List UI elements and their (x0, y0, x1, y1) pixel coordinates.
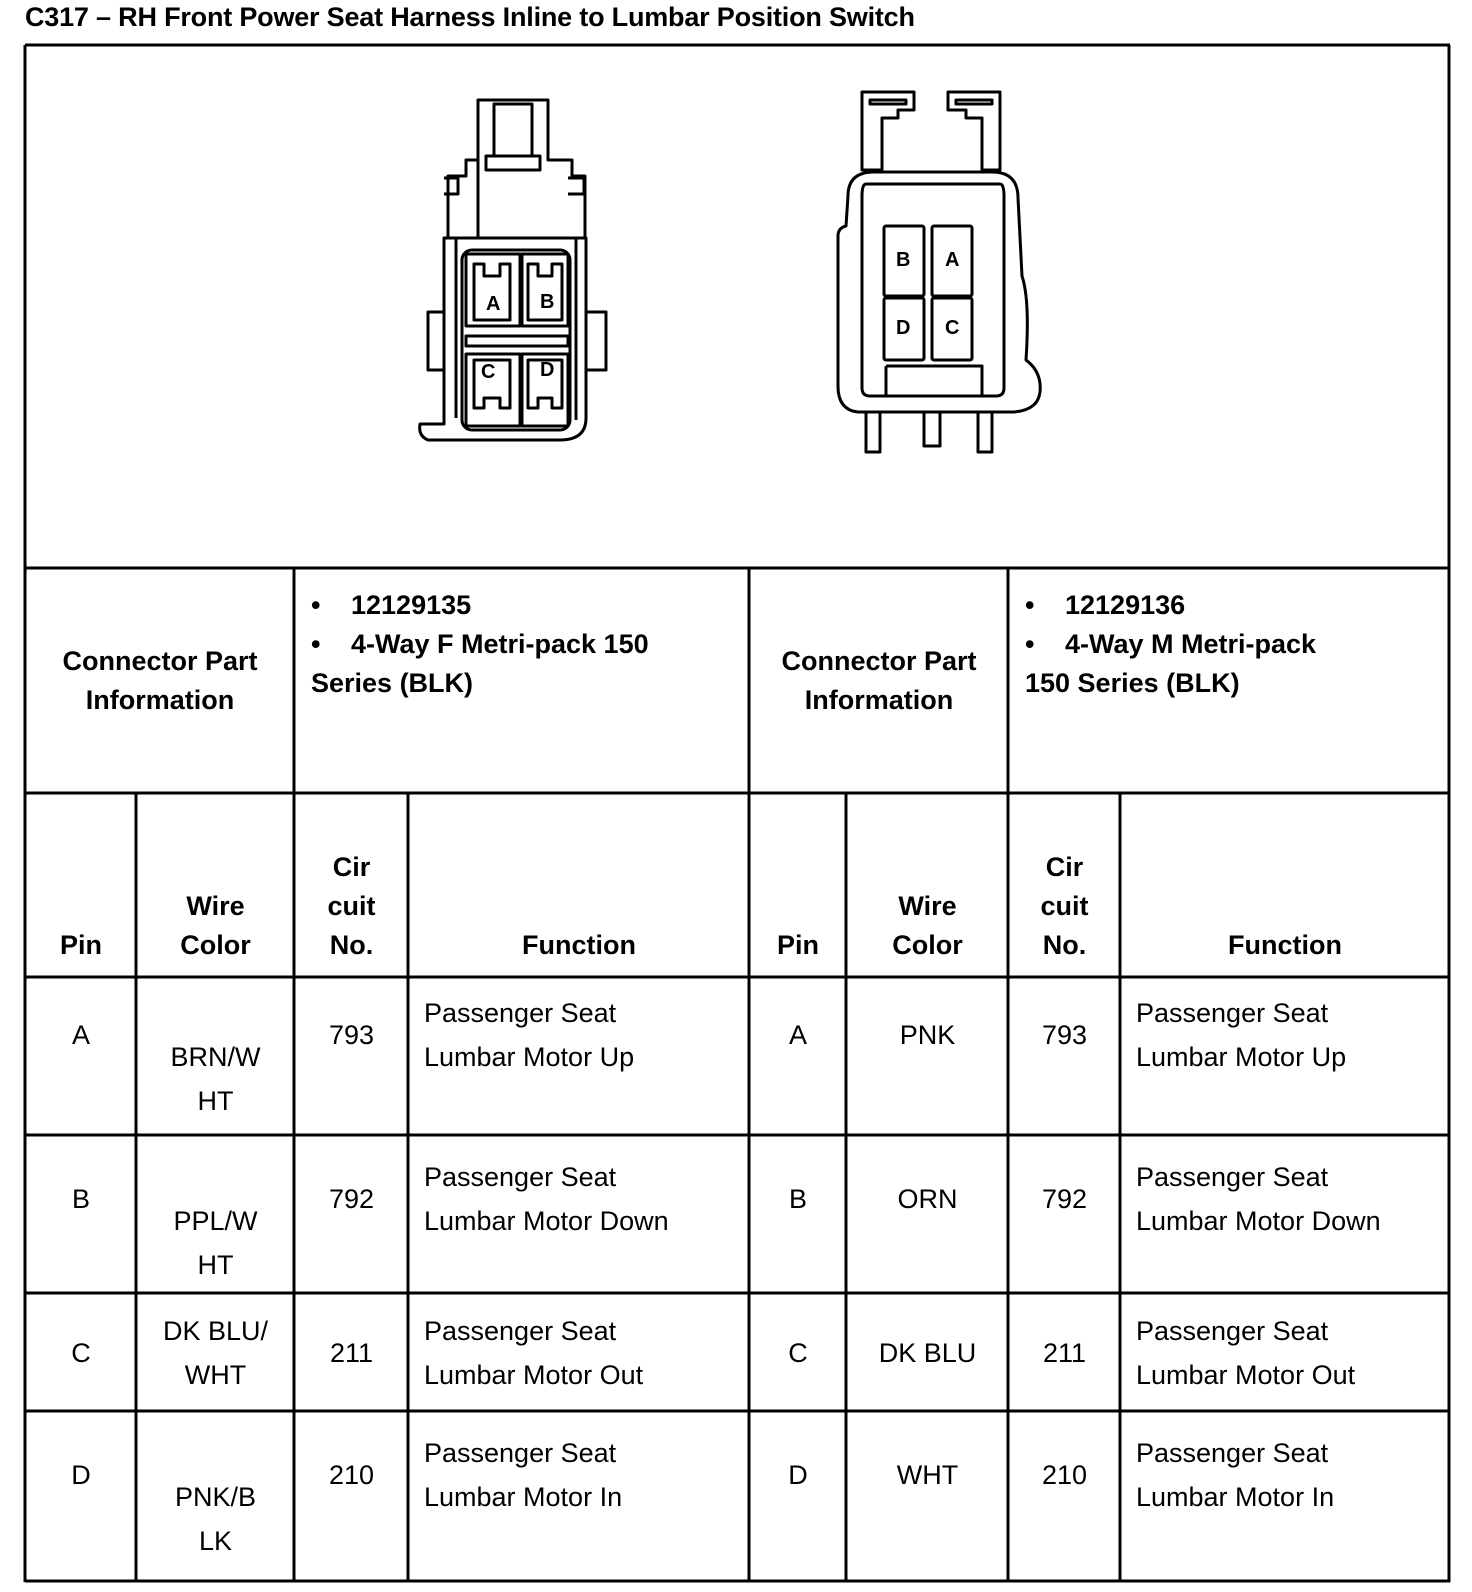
connector-diagram (0, 0, 1472, 570)
part-description: • 4-Way M Metri-pack (1025, 629, 1317, 659)
male-cavity-labels (896, 249, 959, 339)
cavity-label-a: A (486, 293, 501, 315)
table-cell-wire-color: PNK (899, 1019, 956, 1050)
table-cell-pin: B (788, 1183, 807, 1214)
table-cell-wire-color: ORN (897, 1183, 958, 1214)
table-cell-function: Passenger Seat Lumbar Motor Up (424, 997, 635, 1072)
column-header-circuit-no: Cir cuit No. (1040, 852, 1089, 960)
column-header-function: Function (1228, 930, 1342, 960)
table-cell-pin: D (788, 1459, 808, 1490)
table-cell-pin: A (71, 1019, 90, 1050)
cavity-label-c: C (481, 361, 496, 383)
table-cell-circuit: 792 (1041, 1183, 1088, 1214)
female-connector-drawing (420, 100, 606, 440)
cavity-label-b: B (896, 249, 911, 271)
table-cell-circuit: 793 (1041, 1019, 1088, 1050)
cavity-label-a: A (945, 249, 960, 271)
column-header-function: Function (522, 930, 636, 960)
connector-part-info-left: • 12129135 • 4-Way F Metri-pack 150 Series (BLK) (311, 586, 649, 703)
table-cell-function: Passenger Seat Lumbar Motor Out (424, 1315, 644, 1390)
table-cell-circuit: 793 (328, 1019, 375, 1050)
page-title: C317 – RH Front Power Seat Harness Inline to Lumbar Position Switch (25, 2, 915, 32)
table-cell-wire-color: DK BLU/ WHT (162, 1315, 269, 1390)
table-cell-pin: B (71, 1183, 90, 1214)
table-cell-function: Passenger Seat Lumbar Motor Up (1136, 997, 1347, 1072)
table-cell-function: Passenger Seat Lumbar Motor Down (424, 1161, 669, 1236)
cavity-label-c: C (945, 317, 960, 339)
table-cell-function: Passenger Seat Lumbar Motor In (1136, 1437, 1335, 1512)
table-cell-wire-color: PPL/W HT (173, 1205, 258, 1280)
table-cell-circuit: 210 (328, 1459, 375, 1490)
column-header-circuit-no: Cir cuit No. (327, 852, 376, 960)
part-description: • 4-Way F Metri-pack 150 (311, 629, 649, 659)
table-cell-wire-color: BRN/W HT (170, 1041, 261, 1116)
connector-part-info-label-left: Connector Part Information (62, 646, 258, 715)
male-connector-drawing (838, 92, 1040, 452)
column-header-wire-color: Wire Color (892, 891, 963, 960)
column-header-pin: Pin (776, 930, 819, 960)
table-cell-function: Passenger Seat Lumbar Motor Out (1136, 1315, 1356, 1390)
column-header-pin: Pin (59, 930, 102, 960)
column-header-wire-color: Wire Color (180, 891, 251, 960)
connector-part-info-label-right: Connector Part Information (781, 646, 977, 715)
table-cell-function: Passenger Seat Lumbar Motor Down (1136, 1161, 1381, 1236)
table-cell-wire-color: WHT (896, 1459, 959, 1490)
table-cell-circuit: 792 (328, 1183, 375, 1214)
cavity-label-b: B (540, 291, 555, 313)
table-cell-circuit: 210 (1041, 1459, 1088, 1490)
table-cell-wire-color: DK BLU (878, 1337, 977, 1368)
connector-part-info-right: • 12129136 • 4-Way M Metri-pack 150 Series (BLK) (1025, 586, 1316, 703)
part-number: • 12129136 (1025, 590, 1186, 620)
part-number: • 12129135 (311, 590, 472, 620)
cavity-label-d: D (896, 317, 911, 339)
table-cell-pin: D (71, 1459, 91, 1490)
table-cell-function: Passenger Seat Lumbar Motor In (424, 1437, 623, 1512)
table-cell-wire-color: PNK/B LK (174, 1481, 257, 1556)
table-cell-pin: C (71, 1337, 91, 1368)
cavity-label-d: D (540, 359, 555, 381)
table-cell-pin: A (788, 1019, 807, 1050)
table-cell-circuit: 211 (1042, 1337, 1087, 1368)
table-cell-circuit: 211 (329, 1337, 374, 1368)
table-cell-pin: C (788, 1337, 808, 1368)
